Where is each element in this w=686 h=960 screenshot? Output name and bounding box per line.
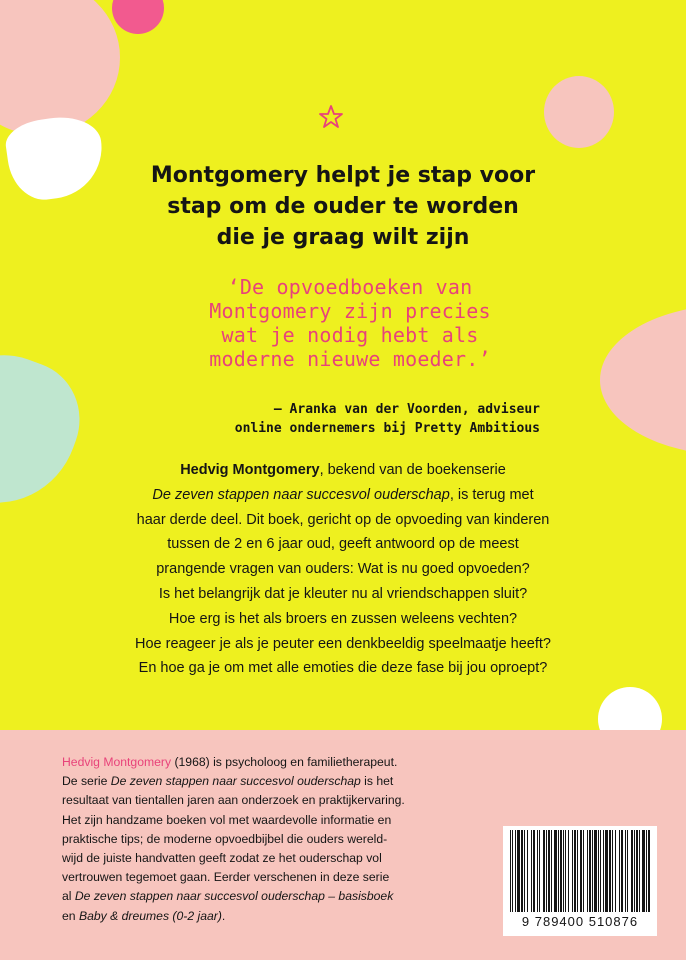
bio-line bbox=[62, 887, 482, 906]
bio-line: vertrouwen tegemoet gaan. Eerder verschenen in deze serie bbox=[62, 870, 390, 885]
barcode-bar bbox=[558, 830, 559, 912]
barcode-bar bbox=[642, 830, 645, 912]
bio-text: en bbox=[62, 908, 79, 923]
barcode-bar bbox=[533, 830, 535, 912]
barcode-bar bbox=[515, 830, 516, 912]
barcode-bar bbox=[560, 830, 562, 912]
bio-line: wijd de juiste handvatten geeft zodat ze het ouderschap vol bbox=[62, 851, 382, 866]
bio-text: . bbox=[221, 908, 226, 923]
author-bio bbox=[62, 753, 482, 926]
description-text: , bekend van de boekenserie bbox=[319, 462, 506, 478]
barcode-bar bbox=[603, 830, 604, 912]
pink-circle-right bbox=[544, 76, 614, 148]
book-description bbox=[60, 458, 626, 681]
bio-text: De serie bbox=[62, 774, 111, 789]
quote-line: ‘De opvoedboeken van bbox=[227, 275, 473, 299]
barcode-bar bbox=[580, 830, 582, 912]
barcode-bar bbox=[598, 830, 599, 912]
barcode-bar bbox=[634, 830, 635, 912]
barcode-bar bbox=[615, 830, 616, 912]
barcode-bar bbox=[625, 830, 626, 912]
barcode-bar bbox=[537, 830, 538, 912]
bio-line bbox=[62, 907, 482, 926]
barcode-bar bbox=[605, 830, 608, 912]
barcode-bar bbox=[627, 830, 628, 912]
barcode-bar bbox=[521, 830, 523, 912]
description-line: tussen de 2 en 6 jaar oud, geeft antwoord op de meest bbox=[167, 536, 519, 553]
barcode-bar bbox=[612, 830, 613, 912]
bio-text: is het bbox=[360, 774, 394, 789]
description-line: Hoe erg is het als broers en zussen weleens vechten? bbox=[168, 610, 518, 627]
description-line: En hoe ga je om met alle emoties die deze fase bij jou oproept? bbox=[138, 660, 548, 677]
description-line: haar derde deel. Dit boek, gericht op de opvoeding van kinderen bbox=[136, 511, 550, 528]
barcode-bar bbox=[572, 830, 573, 912]
barcode-bar bbox=[548, 830, 550, 912]
bio-line bbox=[62, 753, 482, 772]
quote-line: Montgomery zijn precies bbox=[209, 299, 491, 323]
barcode-bar bbox=[589, 830, 591, 912]
bio-line: Het zijn handzame boeken vol met waardevolle informatie en bbox=[62, 812, 392, 827]
description-line: prangende vragen van ouders: Wat is nu goed opvoeden? bbox=[156, 561, 530, 578]
description-line bbox=[60, 458, 626, 483]
barcode-bar bbox=[619, 830, 620, 912]
description-text: , is terug met bbox=[449, 486, 534, 503]
bio-line bbox=[62, 772, 482, 791]
pink-half-moon bbox=[600, 305, 686, 455]
quote-attribution bbox=[150, 400, 540, 438]
attribution-line: online ondernemers bij Pretty Ambitious bbox=[234, 421, 540, 436]
bio-line: resultaat van tientallen jaren aan onderzoek en praktijkervaring. bbox=[62, 793, 405, 808]
pink-circle-top-left bbox=[0, 0, 120, 135]
quote-line: wat je nodig hebt als bbox=[221, 323, 479, 347]
barcode-bar bbox=[594, 830, 597, 912]
barcode-bar bbox=[639, 830, 640, 912]
headline-line: stap om de ouder te worden bbox=[167, 194, 519, 219]
barcode-bar bbox=[551, 830, 552, 912]
barcode-bar bbox=[554, 830, 557, 912]
description-line bbox=[60, 483, 626, 508]
barcode-bar bbox=[531, 830, 532, 912]
barcode-bar bbox=[543, 830, 545, 912]
description-line: Is het belangrijk dat je kleuter nu al vriendschappen sluit? bbox=[158, 585, 528, 602]
barcode-bar bbox=[600, 830, 601, 912]
barcode-bar bbox=[563, 830, 564, 912]
white-circle-right bbox=[598, 687, 662, 730]
hot-pink-circle bbox=[112, 0, 164, 34]
attribution-line: – Aranka van der Voorden, adviseur bbox=[273, 402, 540, 417]
barcode-box bbox=[503, 826, 657, 936]
author-name: Hedvig Montgomery bbox=[180, 462, 320, 478]
barcode-bar bbox=[546, 830, 547, 912]
description-line: Hoe reageer je als je peuter een denkbeeldig speelmaatje heeft? bbox=[135, 635, 551, 652]
isbn-number: 9 789400 510876 bbox=[521, 914, 639, 929]
barcode-bar bbox=[648, 830, 650, 912]
bio-text: al bbox=[62, 889, 75, 904]
bio-book-title: Baby & dreumes (0-2 jaar) bbox=[78, 908, 222, 923]
barcode-bar bbox=[587, 830, 588, 912]
barcode-bar bbox=[574, 830, 576, 912]
headline bbox=[0, 160, 686, 253]
barcode-bar bbox=[609, 830, 611, 912]
barcode-bar bbox=[568, 830, 569, 912]
barcode-bar bbox=[510, 830, 511, 912]
headline-line: Montgomery helpt je stap voor bbox=[150, 163, 536, 188]
bio-author-name: Hedvig Montgomery bbox=[62, 755, 172, 769]
barcode-bar bbox=[517, 830, 520, 912]
bio-book-title: De zeven stappen naar succesvol ouderschap – basisboek bbox=[74, 889, 394, 904]
bio-series-title: De zeven stappen naar succesvol ouderschap bbox=[110, 774, 361, 789]
barcode-bar bbox=[527, 830, 528, 912]
barcode-bar bbox=[583, 830, 584, 912]
series-title: De zeven stappen naar succesvol ouderschap bbox=[152, 486, 450, 503]
headline-line: die je graag wilt zijn bbox=[216, 225, 470, 250]
barcode-bar bbox=[512, 830, 513, 912]
barcode-bar bbox=[592, 830, 593, 912]
barcode-bar bbox=[524, 830, 525, 912]
barcode-bar bbox=[621, 830, 623, 912]
star-icon bbox=[318, 104, 344, 130]
barcode-bar bbox=[636, 830, 638, 912]
barcode-bar bbox=[539, 830, 540, 912]
barcode-bars bbox=[510, 830, 650, 912]
barcode-bar bbox=[565, 830, 566, 912]
barcode-bar bbox=[577, 830, 578, 912]
bio-text: (1968) is psycholoog en familietherapeut. bbox=[171, 755, 398, 769]
quote-line: moderne nieuwe moeder.’ bbox=[209, 347, 491, 371]
press-quote bbox=[150, 275, 550, 371]
bio-line: praktische tips; de moderne opvoedbijbel die ouders wereld- bbox=[62, 831, 388, 846]
barcode-bar bbox=[646, 830, 647, 912]
barcode-bar bbox=[631, 830, 633, 912]
